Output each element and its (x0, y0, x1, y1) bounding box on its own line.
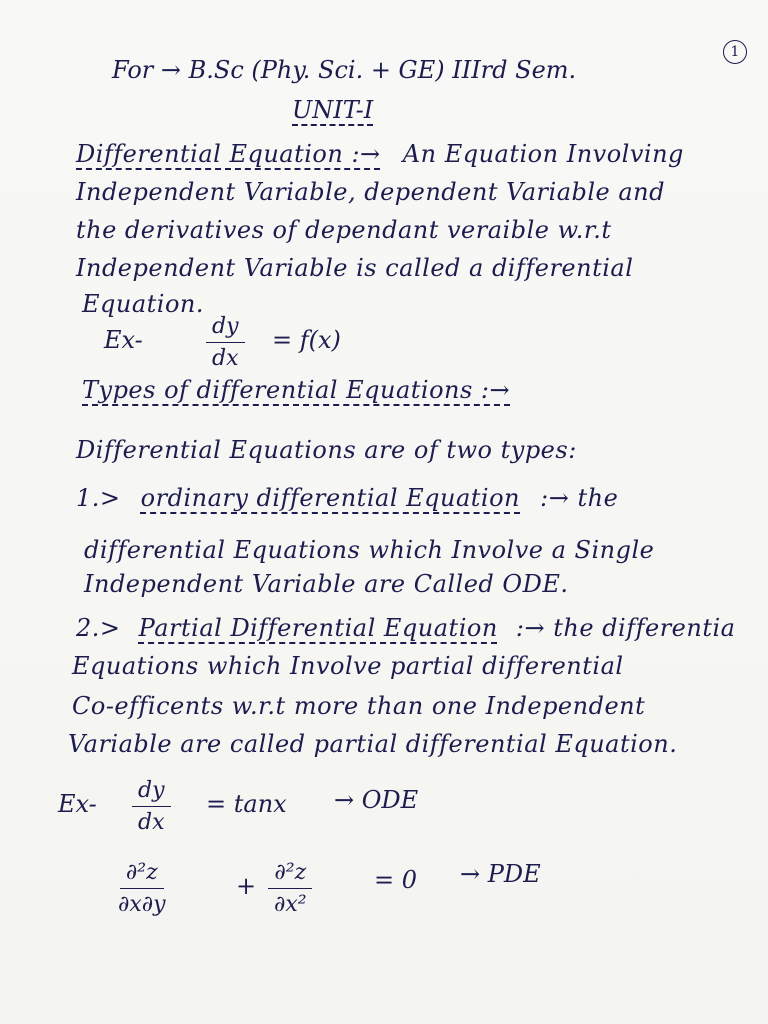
example-numerator: dy (206, 314, 245, 343)
pde-line-2: Equations which Involve partial differential (72, 652, 624, 680)
examples-label: Ex- (58, 790, 97, 818)
pde-line-3: Co-efficents w.r.t more than one Independent (72, 692, 646, 720)
definition-line-3: the derivatives of dependant veraible w.r.t (76, 216, 612, 244)
page-number: 1 (723, 40, 747, 64)
unit-title: UNIT-I (292, 96, 374, 124)
pde-line-4: Variable are called partial differential Equation. (68, 730, 678, 758)
definition-line-1 (76, 140, 684, 168)
plus-sign: + (236, 872, 257, 900)
pde-example-rhs: = 0 (374, 866, 418, 894)
pde-example-denominator-1: ∂x∂y (118, 892, 166, 917)
example-rhs: = f(x) (272, 326, 341, 354)
ode-number: 1.> (76, 484, 121, 512)
pde-example-denominator-2: ∂x² (274, 892, 307, 917)
example-fraction (206, 314, 245, 371)
pde-arrow: :→ the differentia (515, 614, 736, 642)
ode-example-numerator: dy (132, 778, 171, 807)
pde-example-result: → PDE (460, 860, 541, 888)
definition-line-1-text: An Equation Involving (402, 140, 684, 168)
ode-example-denominator: dx (138, 810, 165, 835)
course-header: For → B.Sc (Phy. Sci. + GE) IIIrd Sem. (112, 56, 577, 84)
pde-example-numerator-1: ∂²z (120, 860, 164, 889)
types-heading: Types of differential Equations :→ (82, 376, 511, 404)
definition-line-2: Independent Variable, dependent Variable and (76, 178, 665, 206)
pde-example-numerator-2: ∂²z (268, 860, 312, 889)
definition-line-4: Independent Variable is called a differential (76, 254, 634, 282)
ode-line-2: differential Equations which Involve a Single (84, 536, 655, 564)
pde-line-1 (76, 614, 735, 642)
definition-line-5: Equation. (82, 290, 205, 318)
example-denominator: dx (212, 346, 239, 371)
ode-example-result: → ODE (334, 786, 419, 814)
pde-example-fraction-1 (112, 860, 172, 917)
ode-arrow: :→ the (540, 484, 619, 512)
types-intro: Differential Equations are of two types: (76, 436, 577, 464)
ode-term: ordinary differential Equation (140, 484, 520, 512)
ode-line-1 (76, 484, 618, 512)
ode-line-3: Independent Variable are Called ODE. (84, 570, 569, 598)
pde-example-fraction-2 (268, 860, 313, 917)
ode-example-rhs: = tanx (206, 790, 287, 818)
ode-example-fraction (132, 778, 171, 835)
example-label: Ex- (104, 326, 143, 354)
definition-term: Differential Equation :→ (76, 140, 381, 168)
pde-number: 2.> (76, 614, 121, 642)
pde-term: Partial Differential Equation (138, 614, 498, 642)
